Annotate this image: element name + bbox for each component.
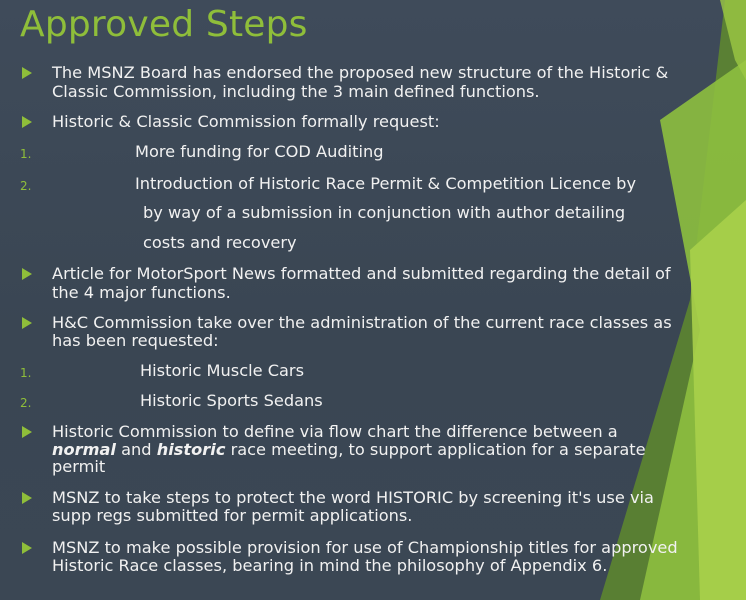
text-rest: race meeting, to support application for a separate [225, 440, 646, 459]
bullet-arrow-icon [22, 268, 32, 280]
numbered-text: by way of a submission in conjunction with author detailing [143, 203, 626, 222]
slide-title: Approved Steps [20, 4, 308, 45]
numbered-text: Introduction of Historic Race Permit & Competition Licence by [135, 174, 637, 193]
bullet-arrow-icon [22, 492, 32, 504]
emphasis-normal: normal [52, 440, 116, 459]
bullet-text: Classic Commission, including the 3 main defined functions. [52, 82, 540, 101]
bullet-text: MSNZ to take steps to protect the word HISTORIC by screening it's use via [52, 488, 654, 507]
bullet-arrow-icon [22, 67, 32, 79]
list-number: 2. [20, 179, 32, 193]
bullet-text: Historic & Classic Commission formally request: [52, 112, 440, 131]
numbered-text: costs and recovery [143, 233, 297, 252]
list-number: 2. [20, 396, 32, 410]
text-and: and [115, 440, 157, 459]
bullet-text: permit [52, 457, 106, 476]
emphasis-historic: historic [156, 440, 226, 459]
bullet-text: Historic Commission to define via flow chart the difference between a [52, 422, 618, 441]
list-number: 1. [20, 366, 32, 380]
list-number: 1. [20, 147, 32, 161]
numbered-text: Historic Sports Sedans [140, 391, 323, 410]
bullet-text: supp regs submitted for permit applications. [52, 506, 413, 525]
bullet-text: H&C Commission take over the administration of the current race classes as [52, 313, 672, 332]
bullet-text-mixed [52, 440, 646, 459]
bullet-text: MSNZ to make possible provision for use of Championship titles for approved [52, 538, 678, 557]
bullet-text: has been requested: [52, 331, 219, 350]
green-band-lime [690, 200, 746, 600]
bullet-text: the 4 major functions. [52, 283, 231, 302]
bullet-arrow-icon [22, 317, 32, 329]
bullet-arrow-icon [22, 116, 32, 128]
bullet-text: The MSNZ Board has endorsed the proposed new structure of the Historic & [52, 63, 669, 82]
bullet-text: Article for MotorSport News formatted and submitted regarding the detail of [52, 264, 671, 283]
bullet-arrow-icon [22, 542, 32, 554]
bullet-arrow-icon [22, 426, 32, 438]
numbered-text: Historic Muscle Cars [140, 361, 305, 380]
bullet-text: Historic Race classes, bearing in mind the philosophy of Appendix 6. [52, 556, 608, 575]
numbered-text: More funding for COD Auditing [135, 142, 384, 161]
